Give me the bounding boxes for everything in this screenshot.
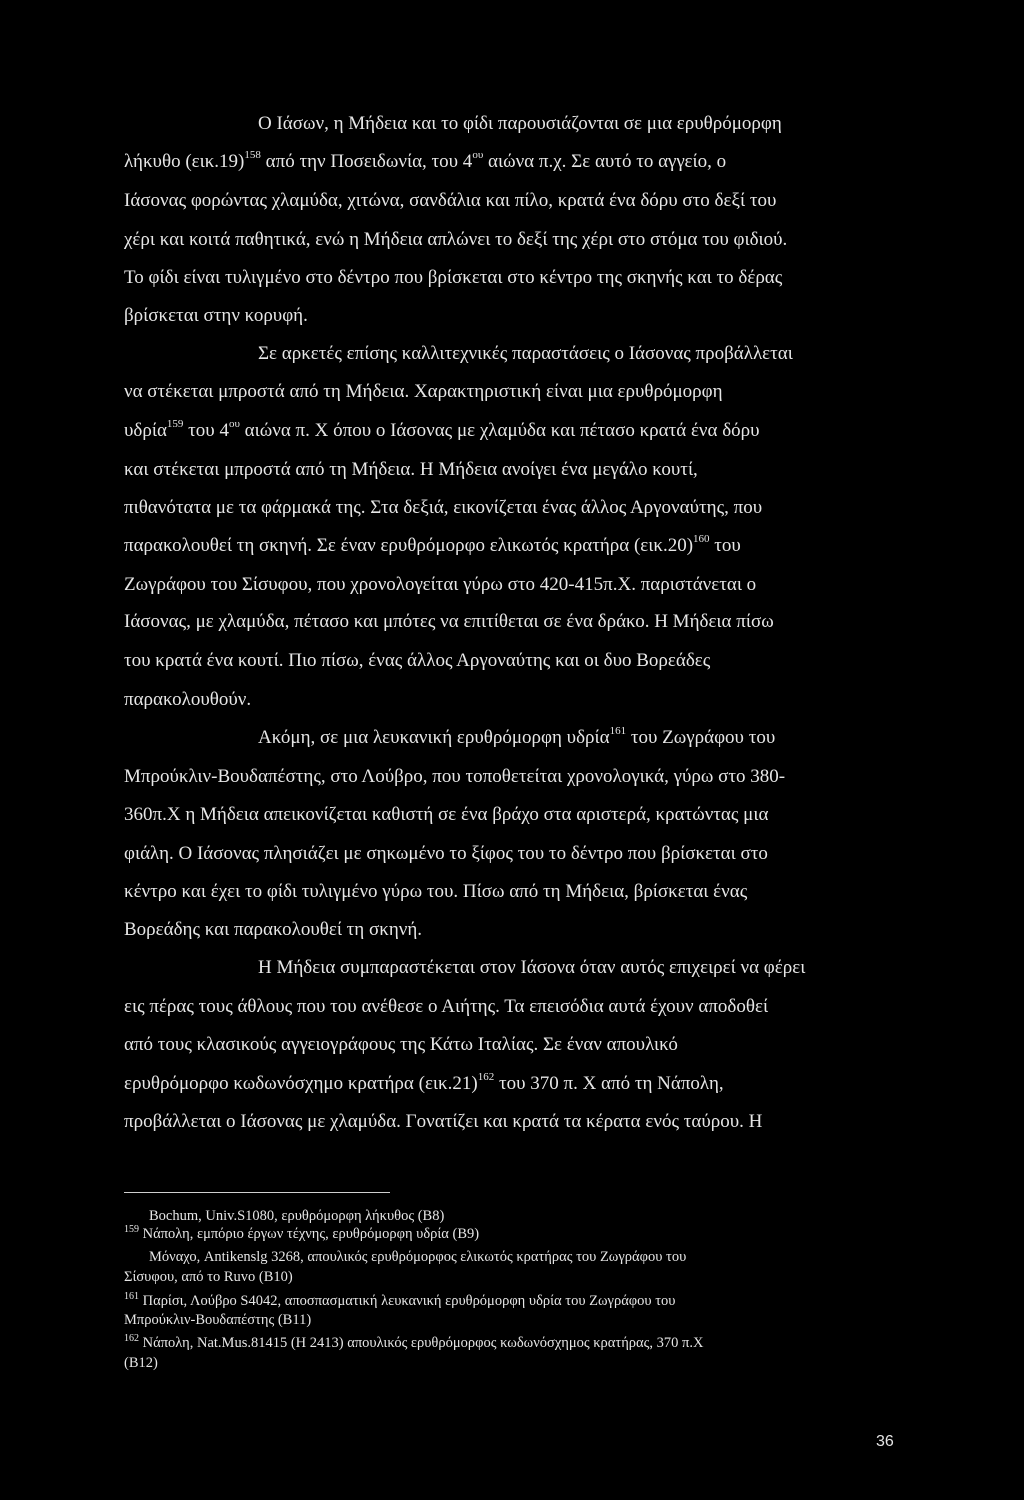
- footnote-160-line-1: Μόναχο, Antikenslg 3268, απουλικός ερυθρόμορφος ελικωτός κρατήρας του Ζωγράφου του: [149, 1249, 687, 1265]
- footnote-158: Bochum, Univ.S1080, ερυθρόμορφη λήκυθος (B8): [149, 1208, 445, 1224]
- text-segment: του: [709, 535, 741, 556]
- text-segment: αιώνα π.χ. Σε αυτό το αγγείο, ο: [483, 151, 727, 172]
- body-line-1: Ο Ιάσων, η Μήδεια και το φίδι παρουσιάζονται σε μια ερυθρόμορφη: [258, 113, 782, 134]
- text-segment: του Ζωγράφου του: [626, 727, 776, 748]
- body-line-27: προβάλλεται ο Ιάσονας με χλαμύδα. Γονατίζει και κρατά τα κέρατα ενός ταύρου. Η: [124, 1111, 763, 1132]
- footnote-ref-161[interactable]: 161: [609, 725, 627, 737]
- body-line-21: κέντρο και έχει το φίδι τυλιγμένο γύρω του. Πίσω από τη Μήδεια, βρίσκεται ένας: [124, 881, 748, 902]
- footnote-ref-160[interactable]: 160: [693, 533, 710, 545]
- body-line-7: Σε αρκετές επίσης καλλιτεχνικές παραστάσεις ο Ιάσονας προβάλλεται: [258, 343, 793, 364]
- footnote-159: [124, 1225, 479, 1243]
- text-segment: του 4: [183, 420, 229, 441]
- body-line-11: πιθανότατα με τα φάρμακά της. Στα δεξιά, εικονίζεται ένας άλλος Αργοναύτης, που: [124, 497, 763, 518]
- text-segment: παρακολουθεί τη σκηνή. Σε έναν ερυθρόμορφο ελικωτός κρατήρα (εικ.20): [124, 535, 694, 556]
- body-line-9: [124, 419, 760, 443]
- body-line-5: Το φίδι είναι τυλιγμένο στο δέντρο που βρίσκεται στο κέντρο της σκηνής και το δέρας: [124, 267, 783, 288]
- footnote-162-line-1: [124, 1334, 703, 1352]
- body-line-24: εις πέρας τους άθλους που του ανέθεσε ο Αιήτης. Τα επεισόδια αυτά έχουν αποδοθεί: [124, 996, 769, 1017]
- body-line-6: βρίσκεται στην κορυφή.: [124, 305, 308, 326]
- footnote-160-line-2: Σίσυφου, από το Ruvo (B10): [124, 1269, 293, 1285]
- footnote-number: 162: [124, 1333, 139, 1344]
- body-line-20: φιάλη. Ο Ιάσονας πλησιάζει με σηκωμένο το ξίφος του το δέντρο που βρίσκεται στο: [124, 843, 768, 864]
- footnote-number: 161: [124, 1291, 139, 1302]
- body-line-12: [124, 534, 741, 558]
- body-line-3: Ιάσονας φορώντας χλαμύδα, χιτώνα, σανδάλια και πίλο, κρατά ένα δόρυ στο δεξί του: [124, 190, 777, 211]
- footnote-text: Παρίσι, Λούβρο S4042, αποσπασματική λευκανική ερυθρόμορφη υδρία του Ζωγράφου του: [139, 1293, 676, 1309]
- footnote-ref-159[interactable]: 159: [166, 418, 184, 430]
- footnote-ref-158[interactable]: 158: [244, 149, 261, 161]
- body-line-14: Ιάσονας, με χλαμύδα, πέτασο και μπότες να επιτίθεται σε ένα δράκο. Η Μήδεια πίσω: [124, 611, 774, 632]
- text-segment: Ακόμη, σε μια λευκανική ερυθρόμορφη υδρία: [258, 727, 610, 748]
- body-line-19: 360π.Χ η Μήδεια απεικονίζεται καθιστή σε ένα βράχο στα αριστερά, κρατώντας μια: [124, 804, 769, 825]
- footnote-161-line-2: Μπρούκλιν-Βουδαπέστης (B11): [124, 1312, 312, 1328]
- body-line-22: Βορεάδης και παρακολουθεί τη σκηνή.: [124, 919, 423, 940]
- body-line-23: Η Μήδεια συμπαραστέκεται στον Ιάσονα όταν αυτός επιχειρεί να φέρει: [258, 957, 806, 978]
- text-segment: από την Ποσειδωνία, του 4: [260, 151, 473, 172]
- body-line-26: [124, 1072, 724, 1096]
- body-line-4: χέρι και κοιτά παθητικά, ενώ η Μήδεια απλώνει το δεξί της χέρι στο στόμα του φιδιού.: [124, 229, 788, 250]
- footnote-162-line-2: (B12): [124, 1355, 158, 1371]
- page-number: 36: [876, 1433, 894, 1450]
- body-line-8: να στέκεται μπροστά από τη Μήδεια. Χαρακτηριστική είναι μια ερυθρόμορφη: [124, 381, 723, 402]
- century-superscript: ου: [472, 149, 484, 161]
- footnote-separator: [124, 1192, 390, 1193]
- footnote-161-line-1: [124, 1292, 675, 1310]
- footnote-text: Νάπολη, εμπόριο έργων τέχνης, ερυθρόμορφη υδρία (B9): [139, 1226, 480, 1242]
- text-segment: ερυθρόμορφο κωδωνόσχημο κρατήρα (εικ.21): [124, 1073, 478, 1094]
- body-line-17: [258, 726, 775, 750]
- text-segment: υδρία: [124, 420, 167, 441]
- body-line-15: του κρατά ένα κουτί. Πιο πίσω, ένας άλλος Αργοναύτης και οι δυο Βορεάδες: [124, 650, 711, 671]
- body-line-10: και στέκεται μπροστά από τη Μήδεια. Η Μήδεια ανοίγει ένα μεγάλο κουτί,: [124, 459, 698, 480]
- body-line-25: από τους κλασικούς αγγειογράφους της Κάτω Ιταλίας. Σε έναν απουλικό: [124, 1034, 678, 1055]
- footnote-number: 159: [124, 1224, 139, 1235]
- footnote-ref-162[interactable]: 162: [477, 1071, 495, 1083]
- footnote-text: Νάπολη, Nat.Mus.81415 (H 2413) απουλικός ερυθρόμορφος κωδωνόσχημος κρατήρας, 370 π.Χ: [139, 1335, 704, 1351]
- body-line-16: παρακολουθούν.: [124, 689, 252, 710]
- century-superscript: ου: [228, 418, 240, 430]
- text-segment: λήκυθο (εικ.19): [124, 151, 245, 172]
- text-segment: αιώνα π. Χ όπου ο Ιάσονας με χλαμύδα και πέτασο κρατά ένα δόρυ: [239, 420, 760, 441]
- body-line-18: Μπρούκλιν-Βουδαπέστης, στο Λούβρο, που τοποθετείται χρονολογικά, γύρω στο 380-: [124, 766, 786, 787]
- text-segment: του 370 π. Χ από τη Νάπολη,: [494, 1073, 724, 1094]
- body-line-13: Ζωγράφου του Σίσυφου, που χρονολογείται γύρω στο 420-415π.Χ. παριστάνεται ο: [124, 574, 757, 595]
- body-line-2: [124, 150, 726, 174]
